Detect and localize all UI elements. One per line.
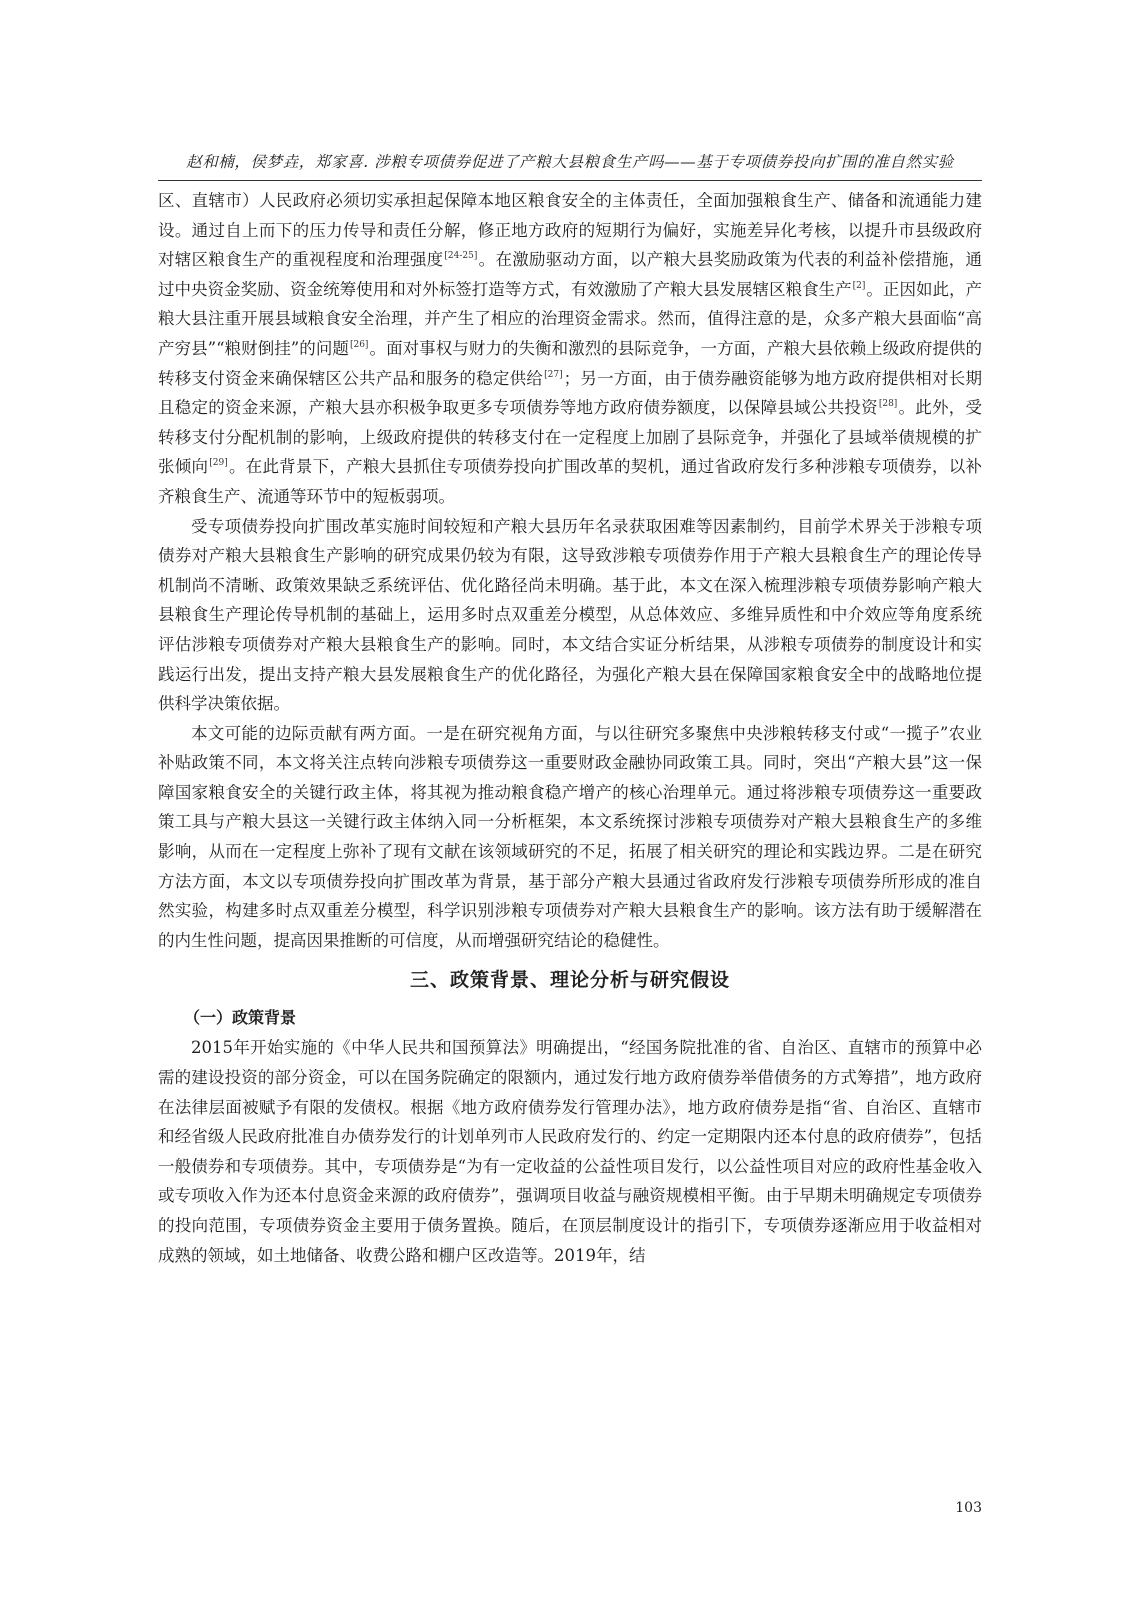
text-run: 受专项债券投向扩围改革实施时间较短和产粮大县历年名录获取困难等因素制约，目前学术界关于涉粮专项债券对产粮大县粮食生产影响的研究成果仍较为有限，这导致涉粮专项债券作用于产粮大县粮食生产的理论传导机制尚不清晰、政策效果缺乏系统评估、优化路径尚未明确。基于此，本文在深入梳理涉粮专项债券影响产粮大县粮食生产理论传导机制的基础上，运用多时点双重差分模型，从总体效应、多维异质性和中介效应等角度系统评估涉粮专项债券对产粮大县粮食生产的影响。同时，本文结合实证分析结果，从涉粮专项债券的制度设计和实践运行出发，提出支持产粮大县发展粮食生产的优化路径，为强化产粮大县在保障国家粮食安全中的战略地位提供科学决策依据。 — [158, 516, 982, 714]
header-rule — [158, 180, 982, 181]
text-run: 。此外，受转移支付分配机制的影响，上级政府提供的转移支付在一定程度上加剧了县际竞争，并强化了县域举债规模的扩张倾向 — [158, 398, 983, 477]
running-header: 赵和楠，侯梦垚，郑家喜. 涉粮专项债券促进了产粮大县粮食生产吗——基于专项债券投向扩围的准自然实验 — [186, 153, 954, 171]
paragraph-continued — [158, 186, 982, 512]
text-run: 。在激励驱动方面，以产粮大县奖励政策为代表的利益补偿措施，通过中央资金奖励、资金统筹使用和对外标签打造等方式，有效激励了产粮大县发展辖区粮食生产 — [158, 250, 983, 299]
citation-ref: [2] — [852, 280, 866, 291]
text-run: ；另一方面，由于债券融资能够为地方政府提供相对长期且稳定的资金来源，产粮大县亦积极争取更多专项债券等地方政府债券额度，以保障县域公共投资 — [158, 368, 983, 418]
text-run: 本文可能的边际贡献有两方面。一是在研究视角方面，与以往研究多聚焦中央涉粮转移支付或“一揽子”农业补贴政策不同，本文将关注点转向涉粮专项债券这一重要财政金融协同政策工具。同时，突出“产粮大县”这一保障国家粮食安全的关键行政主体，将其视为推动粮食稳产增产的核心治理单元。通过将涉粮专项债券这一重要政策工具与产粮大县这一关键行政主体纳入同一分析框架，本文系统探讨涉粮专项债券对产粮大县粮食生产的多维影响，从而在一定程度上弥补了现有文献在该领域研究的不足，拓展了相关研究的理论和实践边界。二是在研究方法方面，本文以专项债券投向扩围改革为背景，基于部分产粮大县通过省政府发行涉粮专项债券所形成的准自然实验，构建多时点双重差分模型，科学识别涉粮专项债券对产粮大县粮食生产的影响。该方法有助于缓解潜在的内生性问题，提高因果推断的可信度，从而增强研究结论的稳健性。 — [158, 723, 982, 950]
article-body — [158, 186, 982, 1270]
citation-ref: [28] — [878, 399, 898, 410]
paragraph-research-gap — [158, 512, 982, 719]
citation-ref: [26] — [349, 339, 369, 350]
text-run: 。正因如此，产粮大县注重开展县域粮食安全治理，并产生了相应的治理资金需求。然而，值得注意的是，众多产粮大县面临“高产穷县”“粮财倒挂”的问题 — [158, 279, 983, 358]
text-run: 。在此背景下，产粮大县抓住专项债券投向扩围改革的契机，通过省政府发行多种涉粮专项债券，以补齐粮食生产、流通等环节中的短板弱项。 — [158, 457, 983, 506]
subsection-heading: （一）政策背景 — [184, 1008, 297, 1028]
paragraph-policy-background: 2015年开始实施的《中华人民共和国预算法》明确提出，“经国务院批准的省、自治区、直辖市的预算中必需的建设投资的部分资金，可以在国务院确定的限额内，通过发行地方政府债券举借债务的方式筹措”，地方政府在法律层面被赋予有限的发债权。根据《地方政府债券发行管理办法》，地方政府债券是指“省、自治区、直辖市和经省级人民政府批准自办债券发行的计划单列市人民政府发行的、约定一定期限内还本付息的政府债券”，包括一般债券和专项债券。其中，专项债券是“为有一定收益的公益性项目发行，以公益性项目对应的政府性基金收入或专项收入作为还本付息资金来源的政府债券”，强调项目收益与融资规模相平衡。由于早期未明确规定专项债券的投向范围，专项债券资金主要用于债务置换。随后，在顶层制度设计的指引下，专项债券逐渐应用于收益相对成熟的领域，如土地储备、收费公路和棚户区改造等。2019年，结 — [158, 1038, 982, 1265]
section-heading: 三、政策背景、理论分析与研究假设 — [409, 969, 730, 992]
paragraph-contributions — [158, 719, 982, 956]
citation-ref: [24-25] — [444, 251, 478, 262]
citation-ref: [27] — [544, 369, 563, 380]
citation-ref: [29] — [209, 458, 228, 469]
page-number: 103 — [955, 1500, 982, 1516]
text-run: 区、直辖市）人民政府必须切实承担起保障本地区粮食安全的主体责任，全面加强粮食生产、储备和流通能力建设。通过自上而下的压力传导和责任分解，修正地方政府的短期行为偏好，实施差异化考核，以提升市县级政府对辖区粮食生产的重视程度和治理强度 — [158, 191, 982, 270]
text-run: 。面对事权与财力的失衡和激烈的县际竞争，一方面，产粮大县依赖上级政府提供的转移支付资金来确保辖区公共产品和服务的稳定供给 — [158, 338, 982, 388]
